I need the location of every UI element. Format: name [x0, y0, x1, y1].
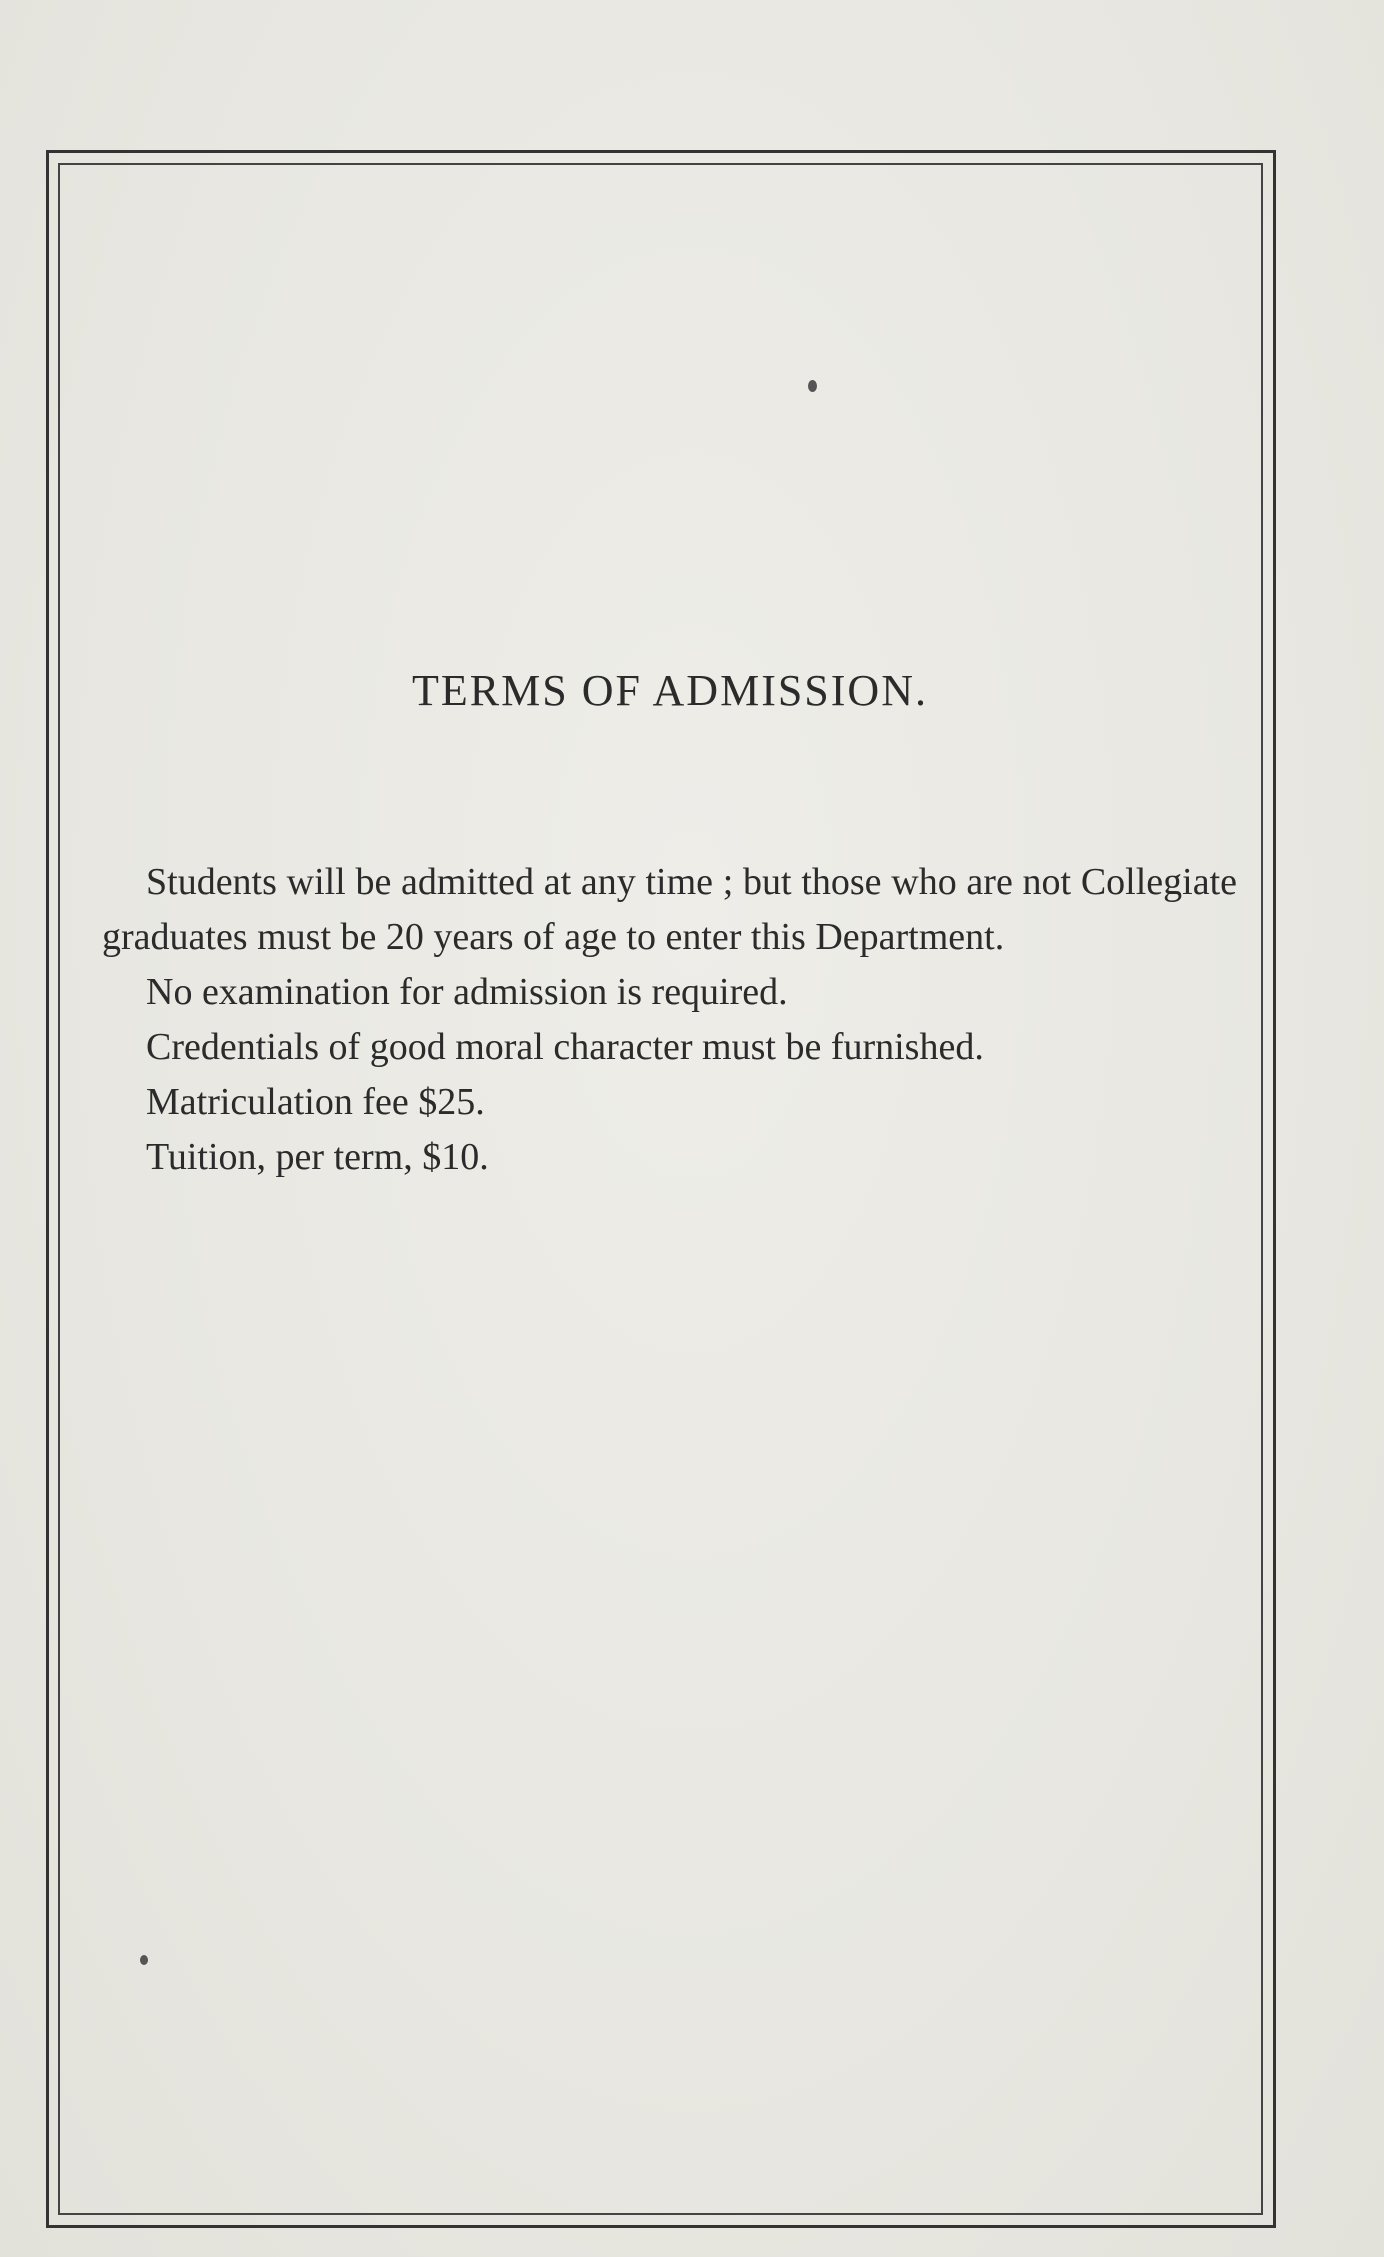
ink-speck — [808, 380, 817, 392]
inner-border — [58, 163, 1263, 2215]
terms-body — [102, 855, 1237, 1185]
intro-paragraph: Students will be admitted at any time ; but those who are not Collegiate graduates must be 20 years of age to enter this Department. — [102, 861, 1237, 958]
matriculation-paragraph: Matriculation fee $25. — [146, 1081, 485, 1123]
ink-speck — [140, 1955, 148, 1965]
tuition-paragraph: Tuition, per term, $10. — [146, 1136, 489, 1178]
page-title: TERMS OF ADMISSION. — [412, 666, 928, 715]
examination-paragraph: No examination for admission is required. — [146, 971, 788, 1013]
credentials-paragraph: Credentials of good moral character must be furnished. — [146, 1026, 984, 1068]
